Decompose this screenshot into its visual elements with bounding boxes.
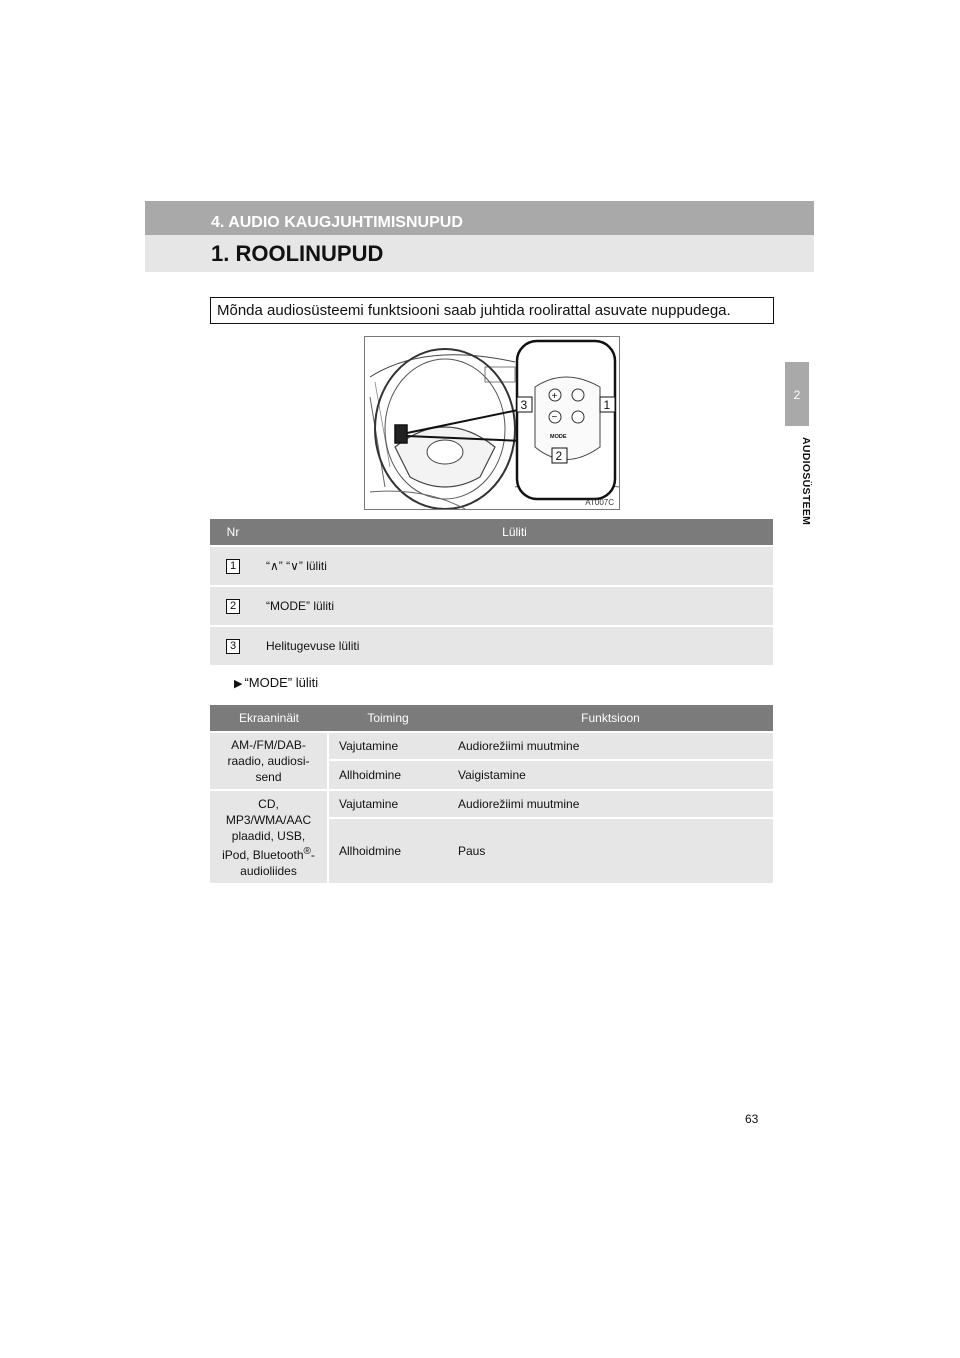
callout-1: 1 — [603, 398, 611, 412]
row-number: 3 — [226, 639, 240, 654]
function-cell: Paus — [448, 818, 773, 883]
intro-text: Mõnda audiosüsteemi funktsiooni saab juhtida roolirattal asuvate nuppudega. — [217, 302, 731, 319]
steering-wheel-figure — [364, 336, 620, 510]
display-cell: AM-/FM/DAB- raadio, audiosi- send — [210, 732, 328, 790]
switch-table-header — [210, 519, 773, 546]
header-function: Funktsioon — [448, 705, 773, 732]
table-row — [210, 586, 773, 626]
function-cell: Audiorežiimi muutmine — [448, 790, 773, 818]
svg-text:+: + — [551, 391, 558, 402]
display-cell: CD, MP3/WMA/AAC plaadid, USB, iPod, Bluetooth®- audioliides — [210, 790, 328, 883]
page-title-bar — [145, 235, 814, 272]
header-switch: Lüliti — [256, 519, 773, 546]
table-row — [210, 626, 773, 665]
action-cell: Vajutamine — [328, 790, 448, 818]
page-number: 63 — [745, 1112, 759, 1126]
section-header — [145, 201, 814, 235]
row-text: Helitugevuse lüliti — [256, 626, 773, 665]
header-nr: Nr — [210, 519, 256, 546]
registered-mark: ® — [303, 845, 311, 857]
row-number: 2 — [226, 599, 240, 614]
header-display: Ekraaninäit — [210, 705, 328, 732]
table-row — [210, 790, 773, 818]
callout-3: 3 — [520, 398, 528, 412]
mode-table — [210, 705, 773, 883]
section-title: 4. AUDIO KAUGJUHTIMISNUPUD — [211, 214, 463, 231]
action-cell: Vajutamine — [328, 732, 448, 760]
row-number: 1 — [226, 559, 240, 574]
switch-table — [210, 519, 773, 665]
mode-heading-text: “MODE” lüliti — [244, 675, 319, 690]
function-cell: Audiorežiimi muutmine — [448, 732, 773, 760]
steering-wheel-illustration — [365, 337, 619, 509]
chapter-tab — [785, 362, 809, 426]
mode-subheading — [234, 675, 318, 690]
page-title: 1. ROOLINUPUD — [211, 241, 384, 266]
callout-2: 2 — [555, 449, 563, 463]
function-cell: Vaigistamine — [448, 760, 773, 790]
svg-text:−: − — [551, 412, 558, 423]
action-cell: Allhoidmine — [328, 818, 448, 883]
triangle-bullet-icon: ▶ — [234, 678, 243, 690]
mode-button-label: MODE — [550, 434, 567, 440]
intro-box — [210, 297, 774, 324]
chapter-label: AUDIOSÜSTEEM — [800, 437, 812, 526]
header-action: Toiming — [328, 705, 448, 732]
table-row — [210, 732, 773, 760]
chapter-number: 2 — [793, 388, 801, 402]
row-text: “MODE” lüliti — [256, 586, 773, 626]
figure-code: AT007C — [585, 498, 614, 507]
mode-table-header — [210, 705, 773, 732]
row-text: “∧” “∨” lüliti — [256, 546, 773, 586]
table-row — [210, 546, 773, 586]
action-cell: Allhoidmine — [328, 760, 448, 790]
